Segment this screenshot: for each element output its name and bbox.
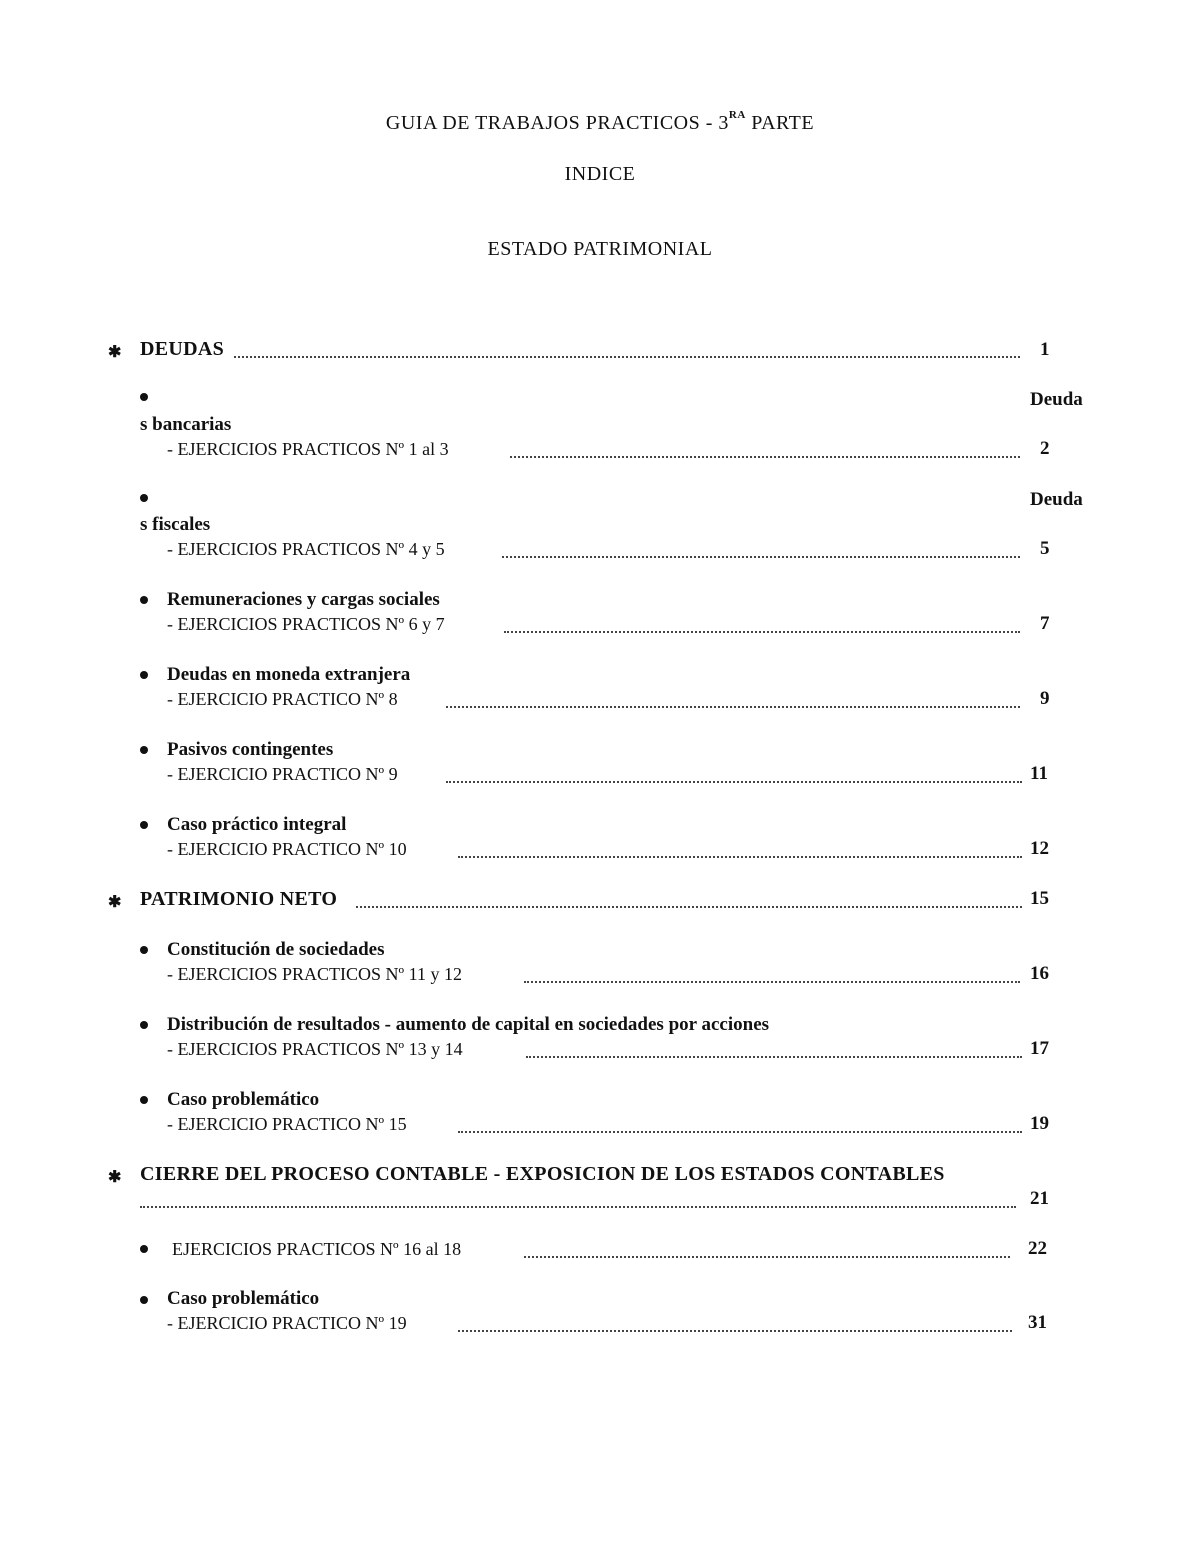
section-title-cierre[interactable]: CIERRE DEL PROCESO CONTABLE - EXPOSICION DE LOS ESTADOS CONTABLES — [140, 1163, 945, 1185]
dot-leader — [524, 981, 1020, 983]
exercise-line[interactable]: - EJERCICIO PRACTICO Nº 15 — [167, 1114, 411, 1135]
item-label[interactable]: Constitución de sociedades — [167, 939, 385, 960]
title-tail: PARTE — [751, 112, 815, 134]
asterisk-icon: ✱ — [108, 894, 122, 911]
item-label[interactable]: Pasivos contingentes — [167, 739, 334, 760]
page-number: 2 — [1040, 438, 1050, 459]
bullet-icon — [140, 1296, 148, 1304]
page-number: 19 — [1030, 1113, 1049, 1134]
page-number: 16 — [1030, 963, 1049, 984]
item-label[interactable]: Deudas en moneda extranjera — [167, 664, 411, 685]
dot-leader — [458, 856, 1022, 858]
item-label[interactable]: Caso problemático — [167, 1288, 320, 1309]
bullet-icon — [140, 1021, 148, 1029]
exercise-line[interactable]: - EJERCICIOS PRACTICOS Nº 6 y 7 — [167, 614, 449, 635]
document-title — [0, 109, 1200, 135]
item-label[interactable]: Caso problemático — [167, 1089, 320, 1110]
asterisk-icon: ✱ — [108, 344, 122, 361]
page-number: 7 — [1040, 613, 1050, 634]
dot-leader — [446, 781, 1022, 783]
item-label[interactable]: Remuneraciones y cargas sociales — [167, 589, 440, 610]
page-number: 15 — [1030, 888, 1049, 909]
dot-leader — [234, 356, 1020, 358]
asterisk-icon: ✱ — [108, 1169, 122, 1186]
title-superscript: RA — [728, 109, 746, 121]
section-title-deudas[interactable]: DEUDAS — [140, 338, 228, 361]
exercise-line[interactable]: - EJERCICIOS PRACTICOS Nº 13 y 14 — [167, 1039, 467, 1060]
exercise-line[interactable]: EJERCICIOS PRACTICOS Nº 16 al 18 — [172, 1239, 465, 1260]
exercise-line[interactable]: - EJERCICIO PRACTICO Nº 19 — [167, 1313, 411, 1334]
exercise-line[interactable]: - EJERCICIO PRACTICO Nº 8 — [167, 689, 402, 710]
dot-leader — [510, 456, 1020, 458]
item-label-part-a: Deuda — [1030, 489, 1083, 510]
page-number: 1 — [1040, 339, 1050, 360]
dot-leader — [526, 1056, 1022, 1058]
bullet-icon — [140, 393, 148, 401]
bullet-icon — [140, 1096, 148, 1104]
dot-leader — [140, 1206, 1016, 1208]
item-label-part-b[interactable]: s fiscales — [140, 514, 211, 535]
exercise-line[interactable]: - EJERCICIO PRACTICO Nº 10 — [167, 839, 411, 860]
index-heading: INDICE — [564, 163, 636, 185]
dot-leader — [524, 1256, 1010, 1258]
item-label[interactable]: Caso práctico integral — [167, 814, 347, 835]
bullet-icon — [140, 596, 148, 604]
page-number: 12 — [1030, 838, 1049, 859]
dot-leader — [502, 556, 1020, 558]
exercise-line[interactable]: - EJERCICIOS PRACTICOS Nº 11 y 12 — [167, 964, 466, 985]
bullet-icon — [140, 946, 148, 954]
bullet-icon — [140, 671, 148, 679]
page-number: 9 — [1040, 688, 1050, 709]
exercise-line[interactable]: - EJERCICIOS PRACTICOS Nº 4 y 5 — [167, 539, 449, 560]
section-title-patrimonio-neto[interactable]: PATRIMONIO NETO — [140, 888, 341, 911]
item-label-part-a: Deuda — [1030, 389, 1083, 410]
exercise-line[interactable]: - EJERCICIOS PRACTICOS Nº 1 al 3 — [167, 439, 453, 460]
exercise-line[interactable]: - EJERCICIO PRACTICO Nº 9 — [167, 764, 402, 785]
page-number: 11 — [1030, 763, 1048, 784]
dot-leader — [458, 1330, 1012, 1332]
dot-leader — [446, 706, 1020, 708]
item-label-part-b[interactable]: s bancarias — [140, 414, 232, 435]
subtitle: ESTADO PATRIMONIAL — [487, 238, 713, 260]
page-number: 5 — [1040, 538, 1050, 559]
page-number: 22 — [1028, 1238, 1047, 1259]
page-number: 21 — [1030, 1188, 1049, 1209]
bullet-icon — [140, 494, 148, 502]
item-label[interactable]: Distribución de resultados - aumento de capital en sociedades por acciones — [167, 1014, 770, 1035]
bullet-icon — [140, 821, 148, 829]
page-number: 31 — [1028, 1312, 1047, 1333]
bullet-icon — [140, 1245, 148, 1253]
page-number: 17 — [1030, 1038, 1049, 1059]
bullet-icon — [140, 746, 148, 754]
dot-leader — [504, 631, 1020, 633]
dot-leader — [356, 906, 1022, 908]
dot-leader — [458, 1131, 1022, 1133]
title-main: GUIA DE TRABAJOS PRACTICOS - 3 — [385, 112, 729, 134]
